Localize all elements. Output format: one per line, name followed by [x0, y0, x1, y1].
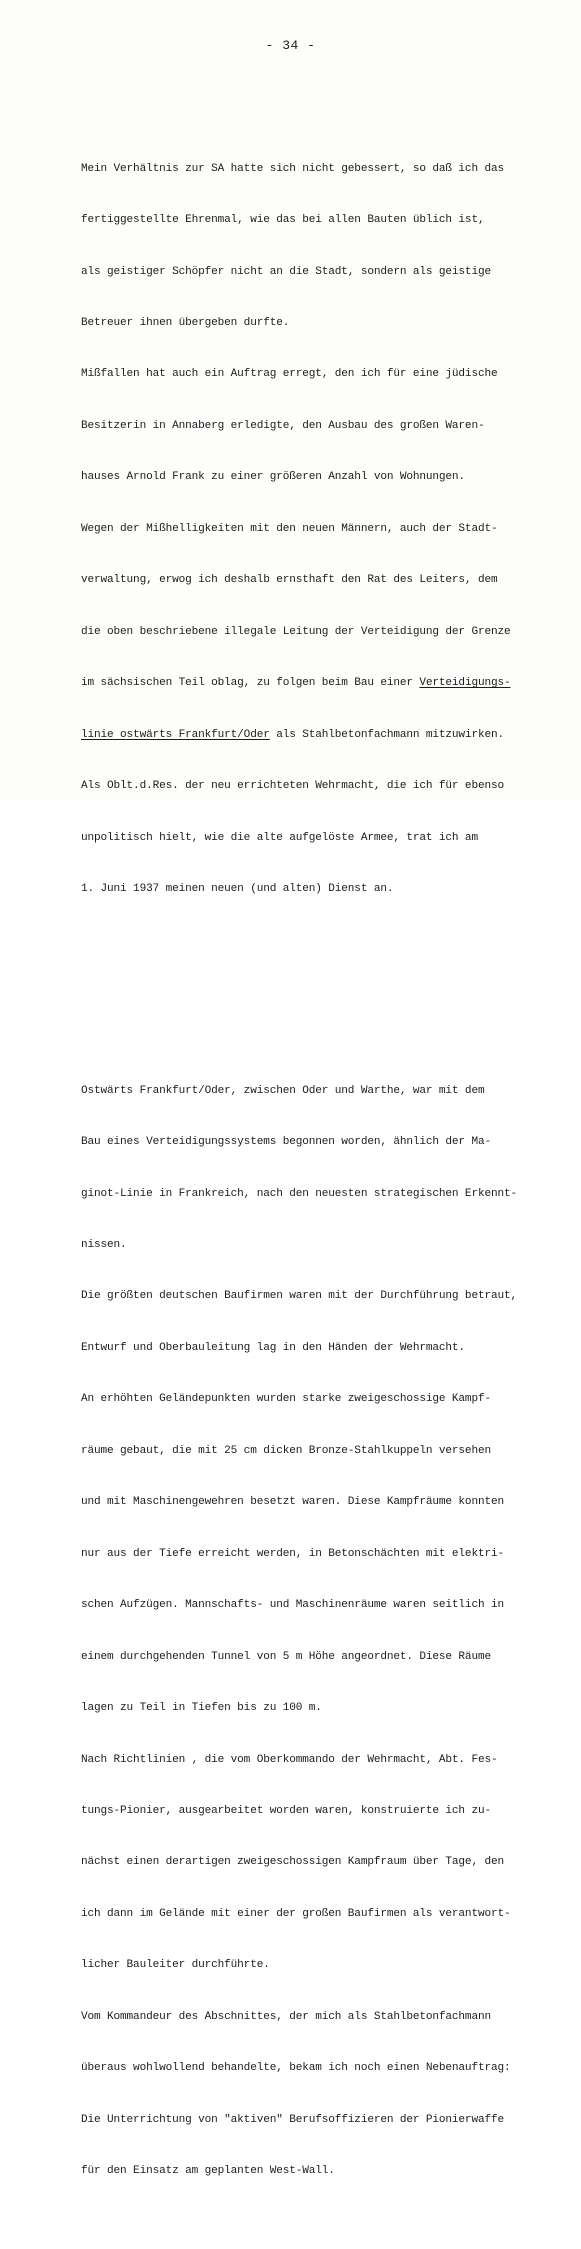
- text-line: Als Oblt.d.Res. der neu errichteten Wehrmacht, die ich für ebenso: [81, 780, 504, 793]
- text-line: lagen zu Teil in Tiefen bis zu 100 m.: [81, 1702, 322, 1715]
- text-line: hauses Arnold Frank zu einer größeren Anzahl von Wohnungen.: [81, 471, 465, 484]
- text-line: Vom Kommandeur des Abschnittes, der mich als Stahlbetonfachmann: [81, 2010, 491, 2023]
- text-line: nissen.: [81, 1239, 127, 1252]
- text-line: für den Einsatz am geplanten West-Wall.: [81, 2165, 335, 2178]
- text-segment: als Stahlbetonfachmann mitzuwirken.: [269, 728, 504, 741]
- paragraph-2: [81, 1048, 551, 2214]
- text-line: Die Unterrichtung von "aktiven" Berufsoffizieren der Pionierwaffe: [81, 2113, 504, 2126]
- text-line: Besitzerin in Annaberg erledigte, den Ausbau des großen Waren-: [81, 419, 485, 432]
- text-line: als geistiger Schöpfer nicht an die Stadt, sondern als geistige: [81, 265, 491, 278]
- text-line: 1. Juni 1937 meinen neuen (und alten) Dienst an.: [81, 882, 394, 895]
- text-line: nur aus der Tiefe erreicht werden, in Betonschächten mit elektri-: [81, 1547, 504, 1560]
- text-line: nächst einen derartigen zweigeschossigen Kampfraum über Tage, den: [81, 1856, 504, 1869]
- text-line: Mein Verhältnis zur SA hatte sich nicht gebessert, so daß ich das: [81, 162, 504, 175]
- text-line: unpolitisch hielt, wie die alte aufgelöste Armee, trat ich am: [81, 831, 478, 844]
- text-line: ginot-Linie in Frankreich, nach den neuesten strategischen Erkennt-: [81, 1187, 517, 1200]
- text-line: die oben beschriebene illegale Leitung der Verteidigung der Grenze: [81, 625, 511, 638]
- text-line: Mißfallen hat auch ein Auftrag erregt, den ich für eine jüdische: [81, 368, 498, 381]
- text-line: überaus wohlwollend behandelte, bekam ich noch einen Nebenauftrag:: [81, 2062, 511, 2075]
- paragraph-1: [81, 126, 551, 932]
- text-line: licher Bauleiter durchführte.: [81, 1959, 270, 1972]
- page-number: - 34 -: [265, 38, 316, 53]
- text-line: ich dann im Gelände mit einer der großen Baufirmen als verantwort-: [81, 1907, 511, 1920]
- text-segment: im sächsischen Teil oblag, zu folgen beim Bau einer: [81, 677, 420, 690]
- text-line: verwaltung, erwog ich deshalb ernsthaft den Rat des Leiters, dem: [81, 574, 498, 587]
- text-line: Die größten deutschen Baufirmen waren mit der Durchführung betraut,: [81, 1290, 517, 1303]
- text-line: tungs-Pionier, ausgearbeitet worden waren, konstruierte ich zu-: [81, 1805, 491, 1818]
- text-line: räume gebaut, die mit 25 cm dicken Bronze-Stahlkuppeln versehen: [81, 1444, 491, 1457]
- body-text: [81, 92, 551, 2249]
- underlined-text: Verteidigungs-: [419, 677, 511, 690]
- text-line: und mit Maschinengewehren besetzt waren. Diese Kampfräume konnten: [81, 1496, 504, 1509]
- text-line: Entwurf und Oberbauleitung lag in den Händen der Wehrmacht.: [81, 1341, 465, 1354]
- underlined-text: linie ostwärts Frankfurt/Oder: [81, 728, 270, 741]
- text-line: Nach Richtlinien , die vom Oberkommando der Wehrmacht, Abt. Fes-: [81, 1753, 498, 1766]
- text-line: [81, 727, 551, 744]
- text-line: einem durchgehenden Tunnel von 5 m Höhe angeordnet. Diese Räume: [81, 1650, 491, 1663]
- text-line: An erhöhten Geländepunkten wurden starke zweigeschossige Kampf-: [81, 1393, 491, 1406]
- text-line: Wegen der Mißhelligkeiten mit den neuen Männern, auch der Stadt-: [81, 522, 498, 535]
- text-line: Betreuer ihnen übergeben durfte.: [81, 316, 290, 329]
- text-line: schen Aufzügen. Mannschafts- und Maschinenräume waren seitlich in: [81, 1599, 504, 1612]
- paragraph-spacer: [81, 984, 551, 997]
- text-line: Ostwärts Frankfurt/Oder, zwischen Oder und Warthe, war mit dem: [81, 1084, 485, 1097]
- text-line: [81, 675, 551, 692]
- text-line: fertiggestellte Ehrenmal, wie das bei allen Bauten üblich ist,: [81, 214, 485, 227]
- text-line: Bau eines Verteidigungssystems begonnen worden, ähnlich der Ma-: [81, 1136, 491, 1149]
